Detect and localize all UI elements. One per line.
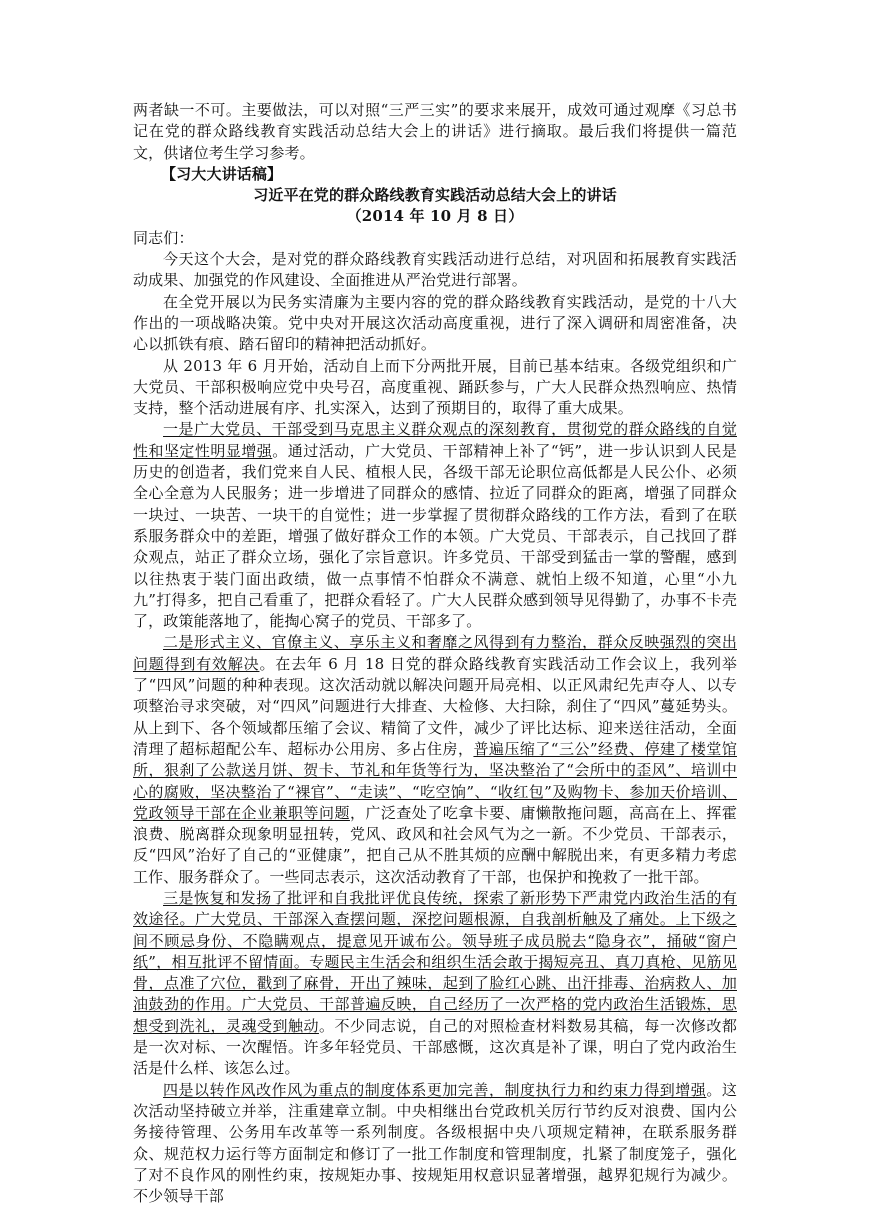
paragraph-3: 从 2013 年 6 月开始，活动自上而下分两批开展，目前已基本结束。各级党组织和广大党员、干部积极响应党中央号召，高度重视、踊跃参与，广大人民群众热烈响应、热情支持，整个活动进展有序、扎实深入，达到了预期目的，取得了重大成果。	[133, 356, 737, 418]
salutation: 同志们：	[133, 228, 194, 247]
section-heading: 【习大大讲话稿】	[161, 164, 283, 183]
paragraph-4-body: 。通过活动，广大党员、干部精神上补了“钙”，进一步认识到人民是历史的创造者，我们党来自人民、植根人民，各级干部无论职位高低都是人民公仆、必须全心全意为人民服务；进一步增进了同群众的感情、拉近了同群众的距离，增强了同群众一块过、一块苦、一块干的自觉性；进一步掌握了贯彻群众路线的工作方法，看到了在联系服务群众中的差距，增强了做好群众工作的本领。广大党员、干部表示，自己找回了群众观点，站正了群众立场，强化了宗旨意识。许多党员、干部受到猛击一掌的警醒，感到以往热衷于装门面出政绩，做一点事情不怕群众不满意、就怕上级不知道，心里“小九九”打得多，把自己看重了，把群众看轻了。广大人民群众感到领导见得勤了，办事不卡壳了，政策能落地了，能掏心窝子的党员、干部多了。	[133, 441, 737, 631]
paragraph-6	[133, 888, 737, 1080]
underlined-key-point-4: 四是以转作风改作风为重点的制度体系更加完善，制度执行力和约束力得到增强	[163, 1080, 707, 1099]
underlined-key-point-1: 一是广大党员、干部受到马克思主义群众观点的深刻教育，贯彻党的群众路线的自觉性和坚定性明显增强	[133, 420, 737, 460]
paragraph-4	[133, 419, 737, 632]
intro-paragraph: 两者缺一不可。主要做法，可以对照“三严三实”的要求来展开，成效可通过观摩《习总书记在党的群众路线教育实践活动总结大会上的讲话》进行摘取。最后我们将提供一篇范文，供诸位考生学习参考。	[133, 101, 737, 162]
paragraph-1: 今天这个大会，是对党的群众路线教育实践活动进行总结，对巩固和拓展教育实践活动成果、加强党的作风建设、全面推进从严治党进行部署。	[133, 250, 737, 290]
underlined-key-point-3: 三是恢复和发扬了批评和自我批评优良传统，探索了新形势下严肃党内政治生活的有效途径。广大党员、干部深入查摆问题，深挖问题根源，自我剖析触及了痛处。上下级之间不顾忌身份、不隐瞒观点，提意见开诚布公。领导班子成员脱去“隐身衣”，捅破“窗户纸”，相互批评不留情面。专题民主生活会和组织生活会敢于揭短亮丑、真刀真枪、见筋见骨，点准了穴位，戳到了麻骨，开出了辣味，起到了脸红心跳、出汗排毒、治病救人、加油鼓劲的作用。广大党员、干部普遍反映，自己经历了一次严格的党内政治生活锻炼，思想受到洗礼，灵魂受到触动	[133, 888, 737, 1035]
paragraph-7	[133, 1080, 737, 1208]
document-page	[133, 100, 737, 1207]
paragraph-5	[133, 632, 737, 888]
underlined-key-point-2: 二是形式主义、官僚主义、享乐主义和奢靡之风得到有力整治，群众反映强烈的突出问题得到有效解决	[133, 633, 737, 673]
paragraph-5-body-a: 。在去年 6 月 18 日党的群众路线教育实践活动工作会议上，我列举了“四风”问题的种种表现。这次活动就以解决问题开局亮相、以正风肃纪先声夺人、以专项整治寻求突破，对“四风”问题进行大排查、大检修、大扫除，刹住了“四风”蔓延势头。从上到下、各个领域都压缩了会议、精简了文件，减少了评比达标、迎来送往活动，全面清理了超标超配公车、超标办公用房、多占住房，	[133, 654, 737, 758]
paragraph-7-body: 。这次活动坚持破立并举，注重建章立制。中央相继出台党政机关厉行节约反对浪费、国内公务接待管理、公务用车改革等一系列制度。各级根据中央八项规定精神，在联系服务群众、规范权力运行等方面制定和修订了一批工作制度和管理制度，扎紧了制度笼子，强化了对不良作风的刚性约束，按规矩办事、按规矩用权意识显著增强，越界犯规行为减少。不少领导干部	[133, 1080, 737, 1206]
speech-title: 习近平在党的群众路线教育实践活动总结大会上的讲话	[253, 186, 617, 205]
paragraph-2: 在全党开展以为民务实清廉为主要内容的党的群众路线教育实践活动，是党的十八大作出的一项战略决策。党中央对开展这次活动高度重视，进行了深入调研和周密准备，决心以抓铁有痕、踏石留印的精神把活动抓好。	[133, 292, 737, 354]
paragraph-5-body-b: ，广泛查处了吃拿卡要、庸懒散拖问题，高高在上、挥霍浪费、脱离群众现象明显扭转，党风、政风和社会风气为之一新。不少党员、干部表示，反“四风”治好了自己的“亚健康”，把自己从不胜其烦的应酬中解脱出来，有更多精力考虑工作、服务群众了。一些同志表示，这次活动教育了干部，也保护和挽救了一批干部。	[133, 803, 737, 886]
speech-date: （2014 年 10 月 8 日）	[346, 207, 524, 226]
paragraph-6-body: 。不少同志说，自己的对照检查材料数易其稿，每一次修改都是一次对标、一次醒悟。许多年轻党员、干部感慨，这次真是补了课，明白了党内政治生活是什么样、该怎么过。	[133, 1016, 737, 1078]
underlined-highlight: 普遍压缩了“三公”经费、停建了楼堂馆所，狠刹了公款送月饼、贺卡、节礼和年货等行为，坚决整治了“会所中的歪风”、培训中心的腐败，坚决整治了“裸官”、“走读”、“吃空饷”、“收红包”及购物卡、参加天价培训、党政领导干部在企业兼职等问题	[133, 739, 737, 822]
